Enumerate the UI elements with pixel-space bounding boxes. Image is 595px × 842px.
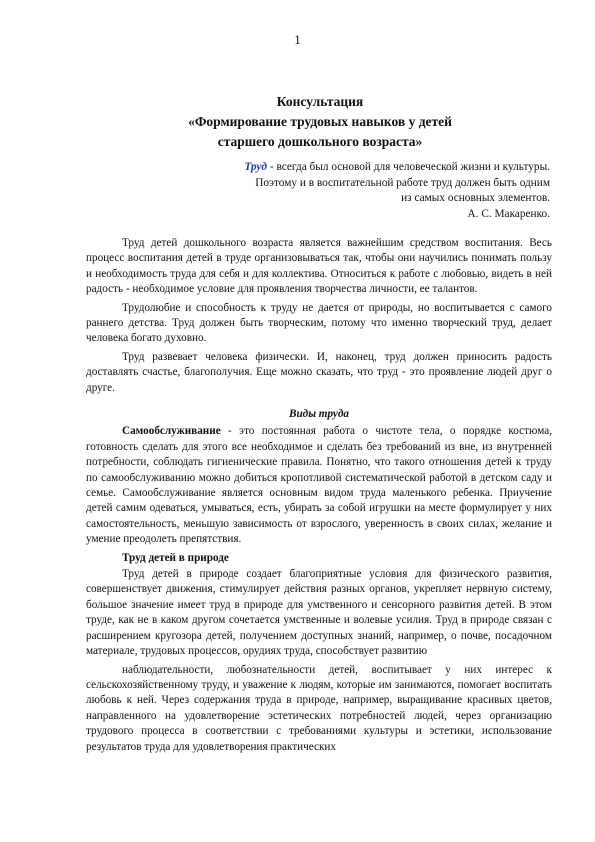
page-number: 1 (294, 32, 301, 47)
selfcare-term: Самообслуживание (122, 425, 221, 438)
intro-paragraph-3: Труд развевает человека физически. И, наконец, труд должен приносить радость доставлять счастье, благополучия. Еще можно сказать, что труд - это проявление людей друг о друге. (86, 350, 552, 394)
selfcare-paragraph (86, 424, 552, 547)
nature-heading: Труд детей в природе (122, 551, 229, 564)
title-line-2: «Формирование трудовых навыков у детей (188, 114, 452, 129)
title-line-1: Консультация (276, 94, 364, 109)
intro-paragraph-1: Труд детей дошкольного возраста является важнейшим средством воспитания. Весь процесс воспитания детей в труде организовываться так, чтобы они научились понимать пользу и необходимость труда для себя и для коллектива. Относиться к работе с любовью, видеть в ней радость - необходимое условие для проявления творчества личности, ее талантов. (86, 237, 552, 296)
nature-paragraph-1: Труд детей в природе создает благоприятные условия для физического развития, совершенствует движения, стимулирует действия разных органов, укрепляет нервную систему, большое значение имеет труд в природе для умственного и сенсорного развития детей. В этом труде, как не в каком другом сочетается умственные и волевые усилия. Труд в природе связан с расширением кругозора детей, получением доступных знаний, например, о почве, посадочном материале, трудовых процессов, орудиях труда, способствует развитию (86, 568, 552, 658)
epigraph (190, 160, 550, 222)
section-heading: Виды труда (288, 408, 350, 420)
epigraph-line-1 (190, 160, 550, 176)
title-line-3: старшего дошкольного возраста» (217, 134, 423, 149)
epigraph-lead-word: Труд (244, 161, 268, 173)
epigraph-line-1-rest: - всегда был основой для человеческой жизни и культуры. (267, 161, 550, 173)
intro-section (86, 236, 552, 399)
work-types-section (86, 407, 552, 758)
epigraph-author: А. С. Макаренко. (467, 207, 550, 220)
intro-paragraph-2: Трудолюбие и способность к труду не дается от природы, но воспитывается с самого раннего детства. Труд должен быть творческим, потому что именно творческий труд, делает человека богато духовно. (86, 301, 552, 345)
selfcare-text: - это постоянная работа о чистоте тела, о порядке костюма, готовность сделать для этого все необходимое и сделать без требований из вне, из внутренней потребности, соблюдать гигиенические правила. Понятно, что такого отношения детей к труду по самообслуживанию можно добиться кропотливой систематической работой в детском саду и семье. Самообслуживание является основным видом труда маленького ребенка. Приучение детей самим одеваться, умываться, есть, убирать за собой игрушки на месте формулирует у них самостоятельность, меньшую зависимость от взрослого, уверенность в своих силах, желание и умение преодолеть препятствия. (86, 425, 552, 546)
document-title (100, 92, 540, 152)
epigraph-line-2: Поэтому и в воспитательной работе труд должен быть одним (255, 176, 550, 189)
nature-paragraph-2: наблюдательности, любознательности детей, воспитывает у них интерес к сельскохозяйственному труду, и уважение к людям, которые им занимаются, помогает воспитать любовь к ней. Через содержания труда в природе, например, выращивание красивых цветов, направленного на удовлетворение эстетических потребностей людей, через организацию трудового процесса в соответствии с требованиями культуры и эстетики, использование результатов труда для удовлетворения практических (86, 663, 552, 753)
epigraph-line-3: из самых основных элементов. (401, 192, 550, 205)
